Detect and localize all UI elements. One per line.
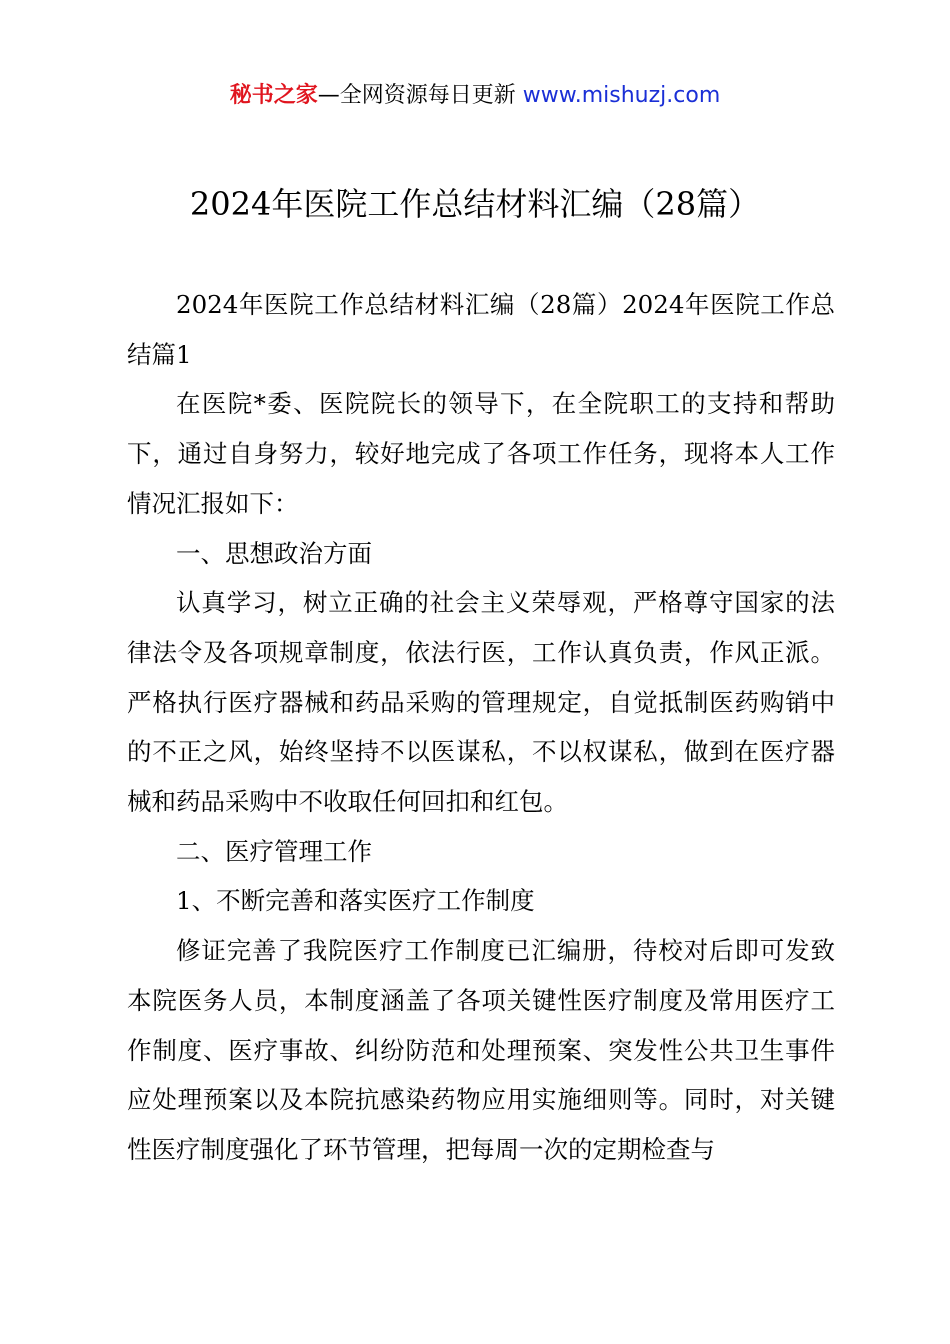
header-tagline: —全网资源每日更新 [317, 83, 523, 108]
paragraph-intro: 2024年医院工作总结材料汇编（28篇）2024年医院工作总结篇1 [127, 290, 835, 369]
site-header [0, 80, 950, 112]
brand-name: 秘书之家 [229, 83, 318, 108]
document-body [127, 280, 835, 1175]
paragraph-preface: 在医院*委、医院院长的领导下，在全院职工的支持和帮助下，通过自身努力，较好地完成了各项工作任务，现将本人工作情况汇报如下： [127, 389, 835, 518]
section-heading-ideology: 一、思想政治方面 [176, 538, 372, 568]
paragraph-systems: 修证完善了我院医疗工作制度已汇编册，待校对后即可发致本院医务人员，本制度涵盖了各项关键性医疗制度及常用医疗工作制度、医疗事故、纠纷防范和处理预案、突发性公共卫生事件应处理预案以及本院抗感染药物应用实施细则等。同时，对关键性医疗制度强化了环节管理，把每周一次的定期检查与 [127, 936, 835, 1164]
subsection-heading-systems: 1、不断完善和落实医疗工作制度 [176, 886, 535, 916]
site-url-link[interactable]: www.mishuzj.com [522, 83, 721, 108]
document-title: 2024年医院工作总结材料汇编（28篇） [189, 185, 761, 223]
paragraph-ideology: 认真学习，树立正确的社会主义荣辱观，严格尊守国家的法律法令及各项规章制度，依法行医，工作认真负责，作风正派。严格执行医疗器械和药品采购的管理规定，自觉抵制医药购销中的不正之风，始终坚持不以医谋私，不以权谋私，做到在医疗器械和药品采购中不收取任何回扣和红包。 [127, 588, 835, 817]
section-heading-medical-management: 二、医疗管理工作 [176, 836, 372, 866]
